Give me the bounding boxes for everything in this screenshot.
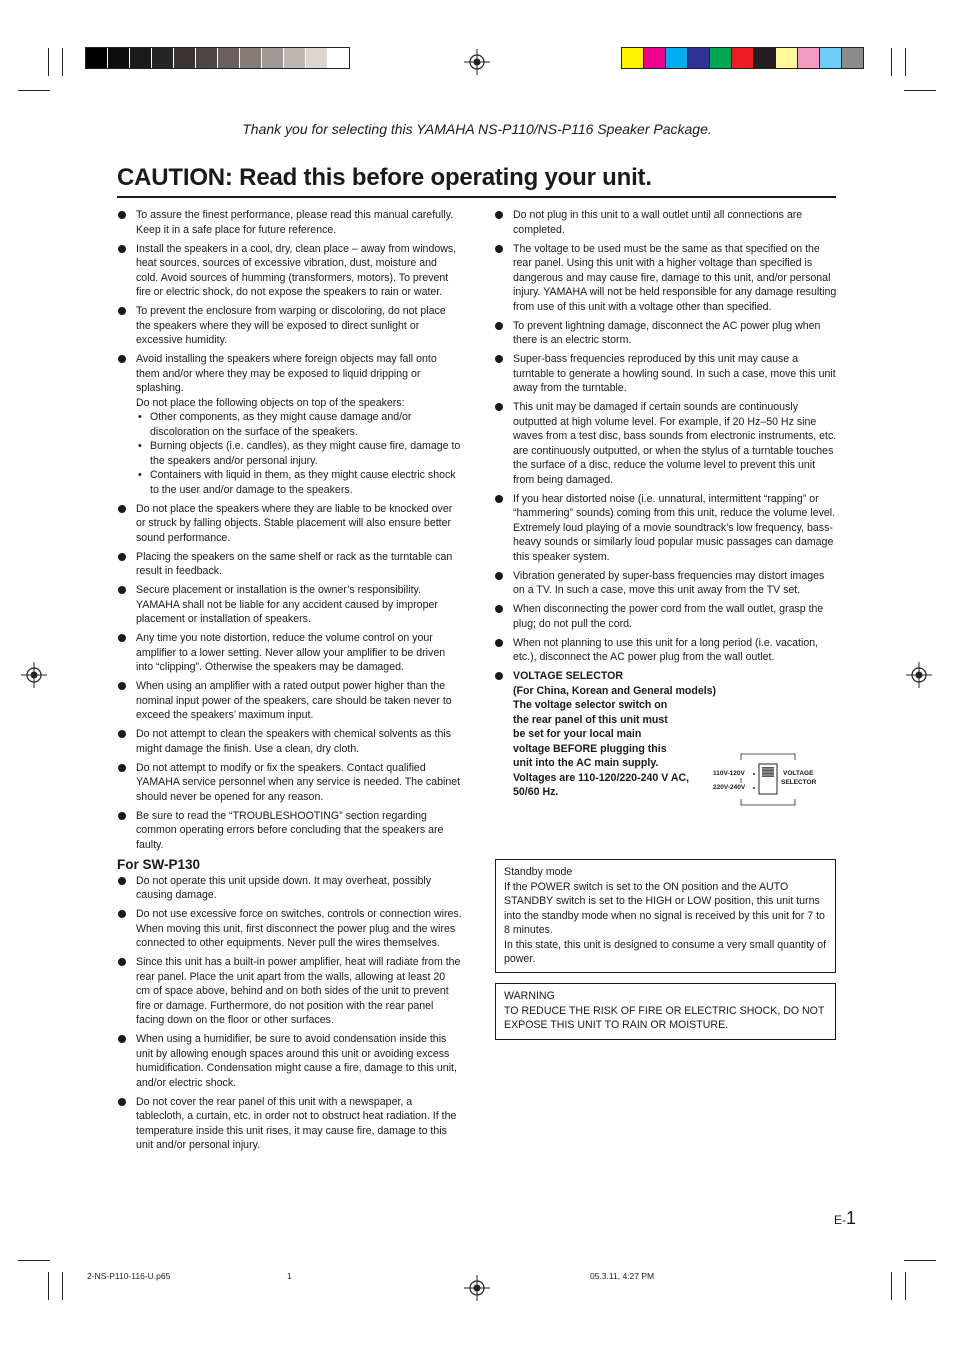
caution-item [494, 602, 839, 631]
caution-item [494, 569, 839, 598]
caution-text: When not planning to use this unit for a long period (i.e. vacation, etc.), disconnect the AC power plug from the wall outlet. [513, 636, 819, 663]
caution-item [117, 502, 462, 546]
caution-text: If you hear distorted noise (i.e. unnatural, intermittent “rapping” or “hammering” sounds) coming from this unit, reduce the volume level. Extremely loud playing of a movie soundtrack’s low frequency, bass-heavy sounds or similarly loud popular music passages can damage this speaker system. [513, 492, 836, 563]
voltage-selector-line: unit into the AC main supply. [513, 757, 659, 769]
caution-text: Do not attempt to modify or fix the speakers. Contact qualified YAMAHA service personnel when any service is needed. The cabinet should never be opened for any reason. [136, 761, 461, 803]
caution-item [117, 208, 462, 237]
caution-item [117, 1032, 462, 1090]
caution-text: Super-bass frequencies reproduced by this unit may cause a turntable to generate a howling sound. In such a case, move this unit away from the turntable. [513, 353, 836, 394]
gray-swatch [174, 48, 196, 68]
voltage-label-line2: SELECTOR [781, 779, 817, 786]
caution-item [117, 631, 462, 675]
caution-item [117, 727, 462, 756]
caution-text: The voltage to be used must be the same as that specified on the rear panel. Using this unit with a higher voltage than specified is dangerous and may cause fire, damage to this unit, and/or personal injury. YAMAHA will not be held responsible for any damage resulting from use of this unit with a voltage other than specified. [513, 242, 837, 313]
subwoofer-heading: For SW-P130 [117, 857, 200, 872]
voltage-selector-line: The voltage selector switch on [513, 699, 668, 711]
gray-calibration-bar [85, 47, 350, 69]
gray-swatch [328, 48, 349, 68]
caution-item [494, 319, 839, 348]
page-number [834, 1208, 856, 1229]
caution-item [494, 208, 839, 237]
voltage-selector-line: be set for your local main [513, 728, 642, 740]
caution-subitem: • Burning objects (i.e. candles), as they might cause fire, damage to the speakers and/or personal injury. [136, 439, 462, 468]
gray-swatch [306, 48, 328, 68]
page-title: CAUTION: Read this before operating your unit. [117, 164, 652, 191]
gray-swatch [240, 48, 262, 68]
caution-item [117, 550, 462, 579]
voltage-selector-line: 50/60 Hz. [513, 786, 559, 798]
caution-extra-text: Do not place the following objects on top of the speakers: [136, 396, 405, 409]
gray-swatch [86, 48, 108, 68]
color-calibration-bar [621, 47, 864, 69]
caution-item [117, 352, 462, 497]
tagline: Thank you for selecting this YAMAHA NS-P110/NS-P116 Speaker Package. [242, 121, 712, 137]
warning-box [495, 983, 836, 1040]
registration-mark-left [21, 662, 47, 688]
warning-heading: WARNING [504, 990, 555, 1002]
gray-swatch [196, 48, 218, 68]
voltage-label-line1: VOLTAGE [783, 770, 814, 777]
gray-swatch [130, 48, 152, 68]
caution-text: Do not cover the rear panel of this unit with a newspaper, a tablecloth, a curtain, etc. in order not to obstruct heat radiation. If the temperature inside this unit rises, it may cause fire, damage to this unit and/or personal injury. [136, 1095, 457, 1151]
caution-item [117, 907, 462, 951]
page-number-value: 1 [845, 1208, 856, 1228]
color-swatch [666, 48, 688, 68]
caution-item [117, 242, 462, 300]
footer-filename: 2-NS-P110-116-U.p65 [87, 1271, 171, 1281]
gray-swatch [108, 48, 130, 68]
caution-item [117, 874, 462, 903]
standby-heading: Standby mode [504, 866, 573, 878]
caution-text: Placing the speakers on the same shelf or rack as the turntable can result in feedback. [136, 550, 453, 577]
registration-mark-right [906, 662, 932, 688]
standby-body: If the POWER switch is set to the ON position and the AUTO STANDBY switch is set to the HIGH or LOW position, this unit turns into the standby mode when no signal is received by this unit for 7 to 8 minutes. [504, 880, 825, 936]
color-swatch [754, 48, 776, 68]
caution-text: Vibration generated by super-bass frequencies may distort images on a TV. In such a case, move this unit away from the TV set. [513, 569, 825, 596]
caution-item [117, 955, 462, 1028]
voltage-selector-diagram [711, 752, 826, 807]
caution-text: Be sure to read the “TROUBLESHOOTING” section regarding common operating errors before concluding that the speakers are faulty. [136, 809, 444, 851]
color-swatch [644, 48, 666, 68]
right-column [494, 208, 839, 804]
voltage-selector-line: the rear panel of this unit must [513, 713, 668, 726]
caution-item [117, 304, 462, 348]
caution-text: Install the speakers in a cool, dry, clean place – away from windows, heat sources, sources of excessive vibration, dust, moisture and cold. Avoid sources of humming (transformers, motors). To prevent fire or electric shock, do not expose the speakers to rain or water. [136, 242, 457, 298]
right-caution-list [494, 208, 839, 665]
caution-text: Do not attempt to clean the speakers with chemical solvents as this might damage the finish. Use a clean, dry cloth. [136, 728, 452, 755]
caution-item [494, 352, 839, 396]
color-swatch [622, 48, 644, 68]
gray-swatch [284, 48, 306, 68]
caution-text: Secure placement or installation is the owner’s responsibility. YAMAHA shall not be liable for any accident caused by improper placement or installation of speakers. [136, 584, 438, 625]
footer-page: 1 [287, 1271, 292, 1281]
warning-body: TO REDUCE THE RISK OF FIRE OR ELECTRIC SHOCK, DO NOT EXPOSE THIS UNIT TO RAIN OR MOISTURE. [504, 1004, 825, 1031]
gray-swatch [152, 48, 174, 68]
page-number-prefix: E- [833, 1213, 846, 1227]
left-column [117, 208, 462, 1157]
caution-text: To assure the finest performance, please read this manual carefully. Keep it in a safe place for future reference. [136, 209, 454, 236]
caution-text: Since this unit has a built-in power amplifier, heat will radiate from the rear panel. Place the unit apart from the walls, allowing at least 20 cm of space above, behind and on both sides of the unit to prevent fire or damage. Furthermore, do not position with the rear panel facing down on the floor or other surfaces. [136, 956, 461, 1026]
color-swatch [732, 48, 754, 68]
caution-item [494, 400, 839, 487]
caution-subitem: • Containers with liquid in them, as they might cause electric shock to the user and/or damage to the speakers. [136, 468, 462, 497]
caution-item [494, 242, 839, 315]
caution-item [117, 583, 462, 627]
caution-text: When using an amplifier with a rated output power higher than the nominal input power of the speakers, care should be taken never to exceed the speakers’ maximum input. [136, 680, 452, 721]
voltage-selector-line: voltage BEFORE plugging this [513, 742, 667, 755]
color-swatch [776, 48, 798, 68]
footer-date: 05.3.11, 4:27 PM [590, 1271, 655, 1281]
standby-mode-box [495, 859, 836, 973]
standby-body-2: In this state, this unit is designed to consume a very small quantity of power. [504, 938, 827, 965]
caution-item [494, 492, 839, 565]
caution-text: This unit may be damaged if certain sounds are continuously outputted at high volume level. For example, if 20 Hz–50 Hz sine waves from a test disc, bass sounds from electronic instruments, etc. are continuously outputted, or when the stylus of a turntable touches the surface of a disc, reduce the volume level to prevent this unit from being damaged. [513, 401, 837, 486]
color-swatch [798, 48, 820, 68]
color-swatch [710, 48, 732, 68]
caution-text: Avoid installing the speakers where foreign objects may fall onto them and/or where they may be exposed to liquid dripping or splashing. [136, 353, 437, 394]
caution-text: Do not place the speakers where they are liable to be knocked over or struck by falling objects. Stable placement will also ensure better sound performance. [136, 502, 453, 544]
caution-subitem: • Other components, as they might cause damage and/or discoloration on the surface of the speakers. [136, 410, 462, 439]
voltage-selector-line: Voltages are 110-120/220-240 V AC, [513, 771, 690, 784]
voltage-option-top: 110V-120V [713, 770, 745, 777]
registration-mark-top [464, 49, 490, 75]
caution-text: Do not plug in this unit to a wall outlet until all connections are completed. [513, 209, 803, 236]
caution-subitems [136, 410, 462, 497]
caution-text: When using a humidifier, be sure to avoid condensation inside this unit by allowing enough spaces around this unit or avoiding excess humidification. Condensation might cause a fire, damage to this unit, and/or electric shock. [136, 1033, 457, 1089]
left-caution-list [117, 208, 462, 852]
registration-mark-bottom [464, 1275, 490, 1301]
caution-text: When disconnecting the power cord from the wall outlet, grasp the plug; do not pull the cord. [513, 603, 824, 630]
caution-item [494, 636, 839, 665]
caution-item [117, 809, 462, 853]
title-rule [117, 196, 836, 198]
caution-item [117, 1095, 462, 1153]
gray-swatch [262, 48, 284, 68]
caution-item [117, 761, 462, 805]
caution-text: Any time you note distortion, reduce the volume control on your amplifier to a lower setting. Never allow your amplifier to be driven into “clipping”. Otherwise the speakers may be damaged. [136, 632, 446, 673]
voltage-selector-line: (For China, Korean and General models) [513, 684, 717, 697]
subwoofer-caution-list [117, 874, 462, 1153]
caution-text: To prevent the enclosure from warping or discoloring, do not place the speakers where they will be exposed to direct sunlight or excessive humidity. [136, 305, 446, 346]
color-swatch [688, 48, 710, 68]
caution-item [117, 679, 462, 723]
voltage-option-bottom: 220V-240V [713, 784, 746, 791]
color-swatch [842, 48, 863, 68]
voltage-selector-line: VOLTAGE SELECTOR [513, 670, 624, 682]
gray-swatch [218, 48, 240, 68]
caution-text: To prevent lightning damage, disconnect the AC power plug when there is an electric storm. [513, 319, 821, 346]
color-swatch [820, 48, 842, 68]
caution-text: Do not use excessive force on switches, controls or connection wires. When moving this unit, first disconnect the power plug and the wires connected to other equipments. Never pull the wires themselves. [136, 908, 462, 949]
caution-text: Do not operate this unit upside down. It may overheat, possibly causing damage. [136, 874, 432, 901]
